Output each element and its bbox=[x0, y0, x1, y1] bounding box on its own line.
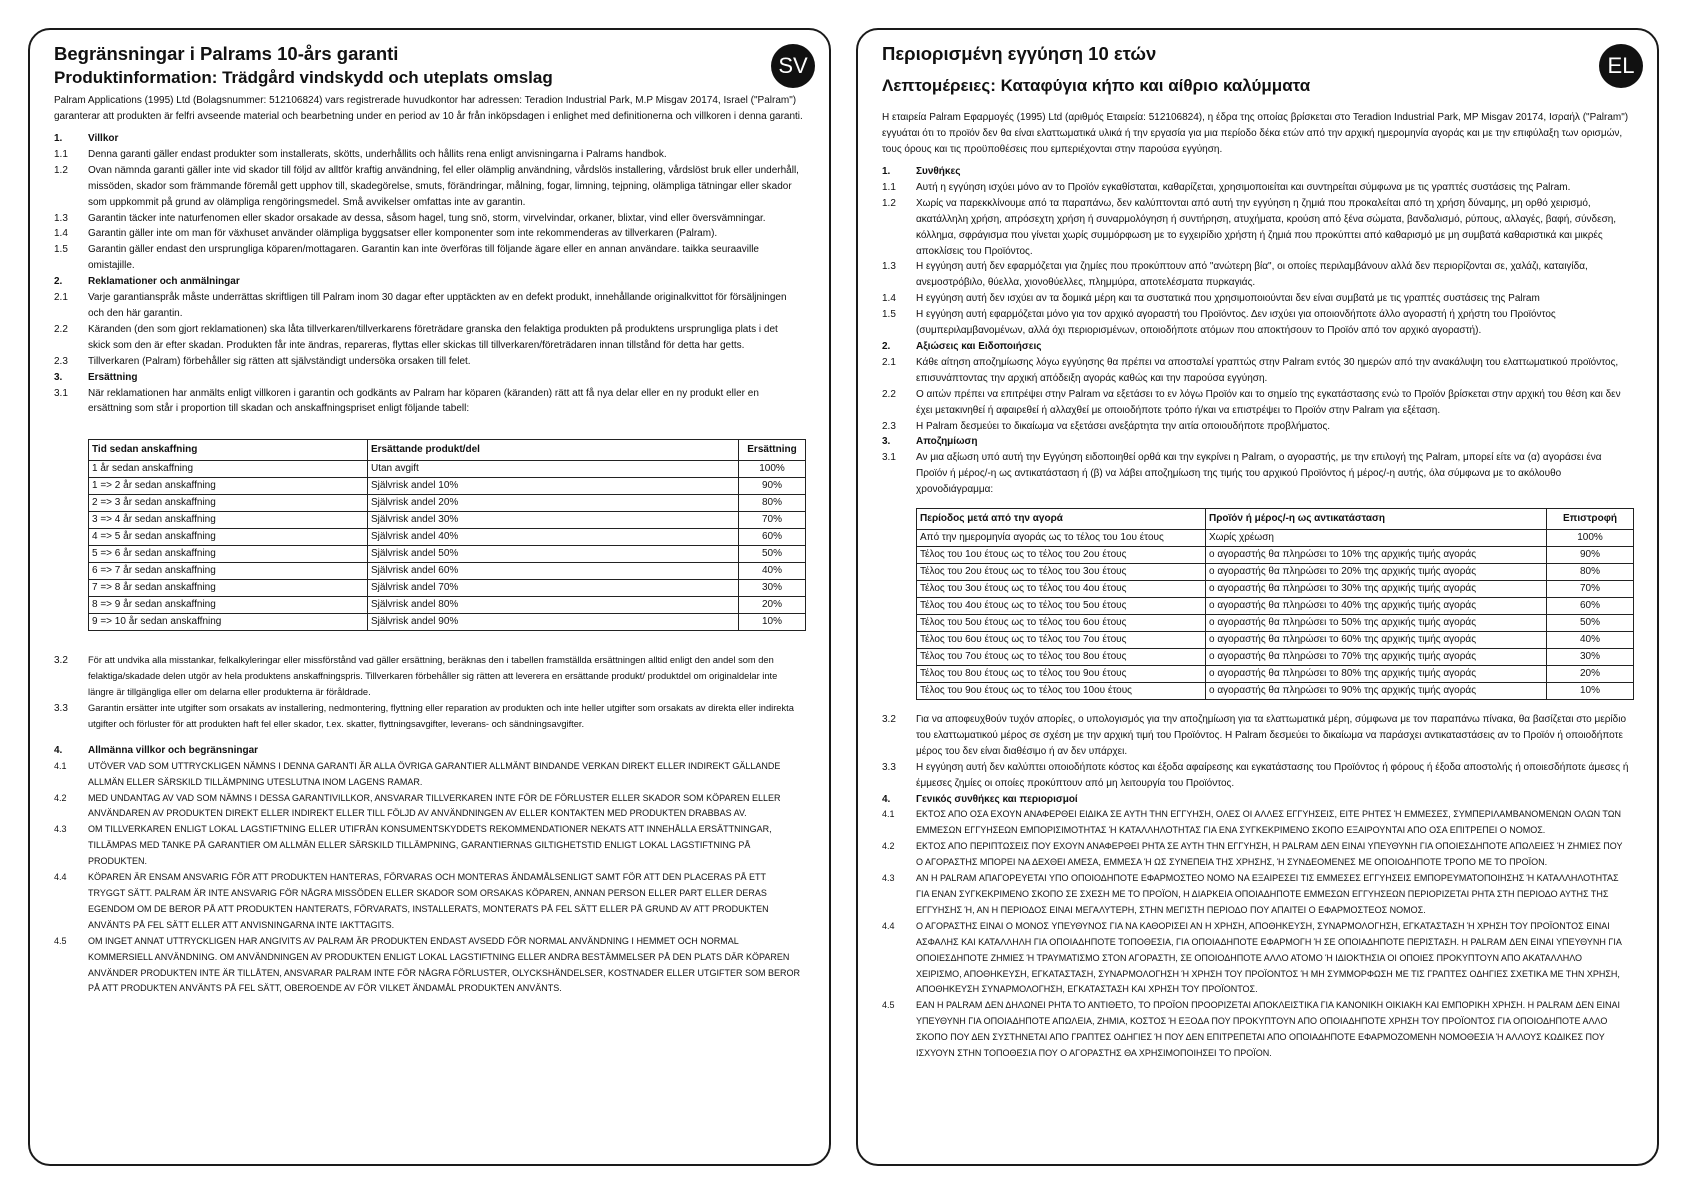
table-row bbox=[89, 461, 806, 478]
page-subtitle: Λεπτομέρειες: Καταφύγια κήπο και αίθριο καλύμματα bbox=[882, 76, 1311, 95]
section-number: 1. bbox=[882, 166, 891, 177]
clause-text: ΕΑΝ Η PALRAM ΔΕΝ ΔΗΛΩΝΕΙ ΡΗΤΑ ΤΟ ΑΝΤΙΘΕΤΟ, ΤΟ ΠΡΟΪΟΝ ΠΡΟΟΡΙΖΕΤΑΙ ΑΠΟΚΛΕΙΣΤΙΚΑ ΓΙΑ ΚΑΝΟΝΙΚΗ ΟΙΚΙΑΚΗ ΚΑΙ ΕΜΠΟΡΙΚΗ ΧΡΗΣΗ. Η PALRAM ΔΕΝ ΕΙΝΑΙ ΥΠΕΥΘΥΝΗ ΓΙΑ ΟΠΟΙΑΔΗΠΟΤΕ ΑΠΩΛΕΙΑ, ΖΗΜΙΑ, ΚΟΣΤΟΣ Ή ΕΞΟΔΑ ΠΟΥ ΠΡΟΚΥΠΤΟΥΝ ΑΠΟ ΟΠΟΙΑΔΗΠΟΤΕ ΧΡΗΣΗ ΤΟΥ ΠΡΟΪΟΝΤΟΣ ΓΙΑ ΟΠΟΙΟΔΗΠΟΤΕ ΑΛΛΟ ΣΚΟΠΟ ΠΟΥ ΔΕΝ ΣΥΣΤΗΝΕΤΑΙ ΑΠΟ ΓΡΑΠΤΕΣ ΟΔΗΓΙΕΣ Ή ΠΟΥ ΔΕΝ ΕΠΙΤΡΕΠΕΤΑΙ ΑΠΟ ΟΠΟΙΑΔΗΠΟΤΕ ΕΦΑΡΜΟΖΟΜΕΝΗ ΝΟΜΟΘΕΣΙΑ Ή ΑΛΛΟΥΣ ΚΩΔΙΚΕΣ ΠΟΥ ΙΣΧΥΟΥΝ ΣΤΗΝ ΤΟΠΟΘΕΣΙΑ ΠΟΥ Ο ΑΓΟΡΑΣΤΗΣ ΘΑ ΧΡΗΣΙΜΟΠΟΙΗΣΕΙ ΤΟ ΠΡΟΪΟΝ. bbox=[916, 1000, 1621, 1059]
language-badge-el: EL bbox=[1599, 44, 1643, 88]
clause-text: Αν μια αξίωση υπό αυτή την Εγγύηση ειδοποιηθεί ορθά και την εγκρίνει η Palram, ο αγοραστής, με την επιλογή της Palram, μπορεί είτε να (α) αγοράσει ένα Προϊόν ή μέρος/-η ως αντικατάσταση ή (β) να λάβει αποζημίωση της τιμής του αρχικού Προϊόντος ή μέρος/-η αυτής, όλα σύμφωνα με το ακόλουθο χρονοδιάγραμμα: bbox=[916, 452, 1602, 496]
table-cell: Självrisk andel 80% bbox=[368, 597, 739, 614]
column-header: Περίοδος μετά από την αγορά bbox=[917, 509, 1206, 530]
clause-text: Για να αποφευχθούν τυχόν απορίες, ο υπολογισμός για την αποζημίωση για τα ελαττωματικά μέρη, σύμφωνα με τον παραπάνω πίνακα, θα βασίζεται στο μερίδιο του ελαττωματικού μέρος σε σχέση με την αρχική τιμή του Προϊόντος. Η Palram δεσμεύει το δικαίωμα να παράσχει αντικαταστάσεις αν το Προϊόν ή οποιοδήποτε μέρος του δεν είναι διαθέσιμο ή αν δεν υπάρχει. bbox=[916, 714, 1626, 757]
table-cell: Από την ημερομηνία αγοράς ως το τέλος του 1ου έτους bbox=[917, 530, 1206, 547]
page-title: Περιορισμένη εγγύηση 10 ετών bbox=[882, 43, 1157, 64]
section-conditions bbox=[54, 131, 805, 274]
section-number: 4. bbox=[882, 793, 891, 805]
section-claims bbox=[54, 274, 805, 369]
section-number: 1. bbox=[54, 133, 63, 144]
table-cell: ο αγοραστής θα πληρώσει το 40% της αρχικής τιμής αγοράς bbox=[1206, 598, 1547, 615]
clause-text: OM INGET ANNAT UTTRYCKLIGEN HAR ANGIVITS AV PALRAM ÄR PRODUKTEN ENDAST AVSEDD FÖR NORMAL ANVÄNDNING I HEMMET OCH NORMAL KOMMERSIELL ANVÄNDNING. OM ANVÄNDNINGEN AV PRODUKTEN ENLIGT LOKAL LAGSTIFTNING ELLER ANDRA BESTÄMMELSER PÅ DEN PLATS DÄR KÖPAREN ANVÄNDER PRODUKTEN INTE ÄR TILLÅTEN, ANSVARAR PALRAM INTE FÖR NÅGRA FÖRLUSTER, OLYCKSHÄNDELSER, KOSTNADER ELLER UTGIFTER SOM BEROR PÅ ATT PRODUKTEN ANVÄNTS PÅ FEL SÄTT, OBEROENDE AV FÖR VILKET ÄNDAMÅL PRODUKTEN ANVÄNTS. bbox=[88, 935, 800, 994]
compensation-table bbox=[916, 508, 1634, 700]
table-cell: 2 => 3 år sedan anskaffning bbox=[89, 495, 368, 512]
clause-number: 4.2 bbox=[54, 792, 67, 803]
percentage-cell: 50% bbox=[1547, 615, 1634, 632]
percentage-cell: 80% bbox=[1547, 564, 1634, 581]
clause-text: Denna garanti gäller endast produkter som installerats, skötts, underhållits och hållits rena enligt anvisningarna i Palrams handbok. bbox=[88, 148, 667, 160]
clause-number: 4.4 bbox=[882, 920, 895, 931]
table-cell: Självrisk andel 40% bbox=[368, 529, 739, 546]
section-number: 3. bbox=[54, 371, 63, 383]
clause-text: Ο ΑΓΟΡΑΣΤΗΣ ΕΙΝΑΙ Ο ΜΟΝΟΣ ΥΠΕΥΘΥΝΟΣ ΓΙΑ ΝΑ ΚΑΘΟΡΙΣΕΙ ΑΝ Η ΧΡΗΣΗ, ΑΠΟΘΗΚΕΥΣΗ, ΣΥΝΑΡΜΟΛΟΓΗΣΗ, ΕΓΚΑΤΑΣΤΑΣΗ Ή ΧΡΗΣΗ ΤΟΥ ΠΡΟΪΟΝΤΟΣ ΕΙΝΑΙ ΑΣΦΑΛΗΣ ΚΑΙ ΚΑΤΑΛΛΗΛΗ ΓΙΑ ΟΠΟΙΑΔΗΠΟΤΕ ΤΟΠΟΘΕΣΙΑ, ΓΙΑ ΟΠΟΙΑΔΗΠΟΤΕ ΕΦΑΡΜΟΓΗ Ή ΣΕ ΟΠΟΙΑΔΗΠΟΤΕ ΠΕΡΙΣΤΑΣΗ. Η PALRAM ΔΕΝ ΕΙΝΑΙ ΥΠΕΥΘΥΝΗ ΓΙΑ ΟΠΟΙΕΣΔΗΠΟΤΕ ΖΗΜΙΕΣ Ή ΤΡΑΥΜΑΤΙΣΜΟ ΣΤΟΝ ΑΓΟΡΑΣΤΗ, ΣΕ ΟΠΟΙΟΔΗΠΟΤΕ ΑΛΛΟ ΑΤΟΜΟ Ή ΙΔΙΟΚΤΗΣΙΑ ΟΙ ΟΠΟΙΕΣ ΠΡΟΚΥΠΤΟΥΝ ΑΠΟ ΑΚΑΤΑΛΛΗΛΟ ΧΕΙΡΙΣΜΟ, ΑΠΟΘΗΚΕΥΣΗ, ΕΓΚΑΤΑΣΤΑΣΗ, ΣΥΝΑΡΜΟΛΟΓΗΣΗ Ή ΧΡΗΣΗ ΤΟΥ ΠΡΟΪΟΝΤΟΣ Ή ΜΗ ΣΥΜΜΟΡΦΩΣΗ ΜΕ ΤΙΣ ΓΡΑΠΤΕΣ ΟΔΗΓΙΕΣ ΣΧΕΤΙΚΑ ΜΕ ΤΗΝ ΧΡΗΣΗ, ΑΠΟΘΗΚΕΥΣΗ ΣΥΝΑΡΜΟΛΟΓΗΣΗ, ΕΓΚΑΤΑΣΤΑΣΗ ΚΑΙ ΧΡΗΣΗ ΤΟΥ ΠΡΟΪΟΝΤΟΣ. bbox=[916, 920, 1622, 995]
clause-text: Tillverkaren (Palram) förbehåller sig rätten att självständigt undersöka orsaken till felet. bbox=[88, 355, 471, 367]
table-cell: Utan avgift bbox=[368, 461, 739, 478]
clause-text: Η εγγύηση αυτή εφαρμόζεται μόνο για τον αρχικό αγοραστή του Προϊόντος. Δεν ισχύει για οποιονδήποτε άλλο αγοραστή ή χρήστη του Προϊόντος (συμπεριλαμβανομένων, αλλά όχι περιορισμένων, οποιοδήποτε ατόμων που αποκτήσουν το Προϊόν από τον αρχικό αγοραστή). bbox=[916, 309, 1556, 337]
clause-text: ΕΚΤΟΣ ΑΠΟ ΟΣΑ ΕΧΟΥΝ ΑΝΑΦΕΡΘΕΙ ΕΙΔΙΚΑ ΣΕ ΑΥΤΗ ΤΗΝ ΕΓΓΥΗΣΗ, ΟΛΕΣ ΟΙ ΑΛΛΕΣ ΕΓΓΥΗΣΕΙΣ, ΕΙΤΕ ΡΗΤΕΣ Ή ΕΜΜΕΣΕΣ, ΣΥΜΠΕΡΙΛΑΜΒΑΝΟΜΕΝΩΝ ΟΛΩΝ ΤΩΝ ΕΜΜΕΣΩΝ ΕΓΓΥΗΣΕΩΝ ΕΜΠΟΡΙΣΙΜΟΤΗΤΑΣ Ή ΚΑΤΑΛΛΗΛΟΤΗΤΑΣ ΓΙΑ ΕΝΑ ΣΥΓΚΕΚΡΙΜΕΝΟ ΣΚΟΠΟ ΕΞΑΙΡΟΥΝΤΑΙ ΑΠΟ ΟΣΑ ΕΠΙΤΡΕΠΕΙ Ο ΝΟΜΟΣ. bbox=[916, 809, 1621, 836]
intro-paragraph: Palram Applications (1995) Ltd (Bolagsnummer: 512106824) vars registrerade huvudkontor har adressen: Teradion Industrial Park, M.P Misgav 20174, Israel ("Palram") garanterar att produkten är felfri avseende material och bearbetning under en period av 10 år från inköpsdagen i enlighet med definitionerna och villkoren i denna garanti. bbox=[54, 95, 803, 122]
table-row bbox=[917, 649, 1634, 666]
table-cell: 4 => 5 år sedan anskaffning bbox=[89, 529, 368, 546]
table-body bbox=[89, 461, 806, 631]
table-cell: 1 => 2 år sedan anskaffning bbox=[89, 478, 368, 495]
table-row bbox=[89, 495, 806, 512]
percentage-cell: 80% bbox=[739, 495, 806, 512]
clause-text: Garantin ersätter inte utgifter som orsakats av installering, nedmontering, flyttning eller reparation av produkten och inte heller utgifter som orsakats av direkta eller indirekta utgifter och förluster för att produkten haft fel eller skador, t.ex. skatter, flyttningsavgifter, leverans- och sändningsavgifter. bbox=[88, 703, 794, 729]
clause-number: 1.4 bbox=[54, 228, 68, 240]
section-claims bbox=[882, 339, 1633, 434]
section-compensation-cont bbox=[54, 653, 805, 733]
table-cell: Τέλος του 1ου έτους ως το τέλος του 2ου έτους bbox=[917, 547, 1206, 564]
percentage-cell: 100% bbox=[739, 461, 806, 478]
percentage-cell: 10% bbox=[739, 614, 806, 631]
column-header: Ersättning bbox=[739, 440, 806, 461]
section-number: 2. bbox=[54, 276, 63, 288]
table-cell: Τέλος του 8ου έτους ως το τέλος του 9ου έτους bbox=[917, 666, 1206, 683]
table-cell: Självrisk andel 10% bbox=[368, 478, 739, 495]
clause-number: 1.2 bbox=[54, 164, 68, 176]
column-header: Επιστροφή bbox=[1547, 509, 1634, 530]
percentage-cell: 20% bbox=[1547, 666, 1634, 683]
table-cell: ο αγοραστής θα πληρώσει το 80% της αρχικής τιμής αγοράς bbox=[1206, 666, 1547, 683]
column-header: Ersättande produkt/del bbox=[368, 440, 739, 461]
section-heading: Συνθήκες bbox=[916, 166, 961, 177]
table-cell: Självrisk andel 90% bbox=[368, 614, 739, 631]
table-row bbox=[89, 478, 806, 495]
table-cell: ο αγοραστής θα πληρώσει το 70% της αρχικής τιμής αγοράς bbox=[1206, 649, 1547, 666]
clause-text: Ovan nämnda garanti gäller inte vid skador till följd av alltför kraftig användning, fel eller olämplig användning, vårdslös installering, vårdslöst bruk eller underhåll, missöden, skador som främmande föremål gett upphov till, skadegörelse, smuts, förändringar, målning, fogar, limning, tejpning, olämpliga tätningar eller skador som uppkommit på grund av olämpliga rengöringsmedel. Små avvikelser omfattas inte av garantin. bbox=[88, 164, 799, 208]
percentage-cell: 70% bbox=[739, 512, 806, 529]
section-heading: Ersättning bbox=[88, 371, 138, 383]
clause-text: MED UNDANTAG AV VAD SOM NÄMNS I DESSA GARANTIVILLKOR, ANSVARAR TILLVERKAREN INTE FÖR DE FÖRLUSTER ELLER SKADOR SOM KÖPAREN ELLER ANVÄNDAREN AV PRODUKTEN DIREKT ELLER INDIREKT ELLER TILL FÖLJD AV ANVÄNDNINGEN AV ELLER KONTAKTEN MED PRODUKTEN DRABBAS AV. bbox=[88, 792, 781, 819]
section-heading: Αξιώσεις και Ειδοποιήσεις bbox=[916, 340, 1042, 352]
section-compensation bbox=[54, 370, 805, 418]
column-header: Tid sedan anskaffning bbox=[89, 440, 368, 461]
clause-number: 2.3 bbox=[882, 420, 896, 432]
table-row bbox=[917, 530, 1634, 547]
percentage-cell: 60% bbox=[1547, 598, 1634, 615]
clause-number: 1.2 bbox=[882, 197, 896, 209]
percentage-cell: 100% bbox=[1547, 530, 1634, 547]
clause-number: 2.1 bbox=[882, 356, 896, 368]
clause-text: Garantin gäller endast den ursprungliga köparen/mottagaren. Garantin kan inte överföras till följande ägare eller en annan användare. taikka seuraaville omistajille. bbox=[88, 244, 759, 272]
clause-number: 4.1 bbox=[54, 760, 67, 771]
clause-number: 4.5 bbox=[882, 1000, 895, 1011]
column-header: Προϊόν ή μέρος/-η ως αντικατάσταση bbox=[1206, 509, 1547, 530]
table-cell: Τέλος του 2ου έτους ως το τέλος του 3ου έτους bbox=[917, 564, 1206, 581]
table-row bbox=[917, 547, 1634, 564]
table-row bbox=[89, 546, 806, 563]
clause-text: Αυτή η εγγύηση ισχύει μόνο αν το Προϊόν εγκαθίσταται, καθαρίζεται, χρησιμοποιείται και συντηρείται σύμφωνα με τις γραπτές συστάσεις της Palram. bbox=[916, 181, 1571, 193]
clause-text: Ο αιτών πρέπει να επιτρέψει στην Palram να εξετάσει το εν λόγω Προϊόν και το σημείο της εγκατάστασης ενώ το Προϊόν βρίσκεται στην αρχική του θέση και δεν έχει μετακινηθεί ή αφαιρεθεί ή αλλαχθεί με οποιοδήποτε τρόπο ή/και να επιστρέψει το Προϊόν στην Palram για εξέταση. bbox=[916, 388, 1621, 416]
table-cell: Självrisk andel 30% bbox=[368, 512, 739, 529]
page-subtitle: Produktinformation: Trädgård vindskydd och uteplats omslag bbox=[54, 68, 553, 87]
section-compensation bbox=[882, 434, 1633, 498]
table-cell: ο αγοραστής θα πληρώσει το 60% της αρχικής τιμής αγοράς bbox=[1206, 632, 1547, 649]
section-heading: Reklamationer och anmälningar bbox=[88, 276, 240, 288]
table-cell: Τέλος του 7ου έτους ως το τέλος του 8ου έτους bbox=[917, 649, 1206, 666]
clause-number: 1.3 bbox=[54, 212, 68, 224]
table-cell: Självrisk andel 70% bbox=[368, 580, 739, 597]
table-cell: Τέλος του 9ου έτους ως το τέλος του 10ου έτους bbox=[917, 683, 1206, 700]
language-badge-sv: SV bbox=[771, 44, 815, 88]
table-header-row bbox=[917, 509, 1634, 530]
clause-number: 4.5 bbox=[54, 935, 67, 946]
table-cell: 1 år sedan anskaffning bbox=[89, 461, 368, 478]
clause-number: 3.3 bbox=[882, 761, 896, 773]
section-heading: Αποζημίωση bbox=[916, 436, 978, 448]
intro-paragraph: Η εταιρεία Palram Εφαρμογές (1995) Ltd (αριθμός Εταιρεία: 512106824), η έδρα της οποίας βρίσκεται στο Teradion Industrial Park, MP Misgav 20174, Ισραήλ ("Palram") εγγυάται ότι το προϊόν δεν θα είναι ελαττωματικά υλικά ή την εργασία για μια περίοδο δέκα ετών από την αρχική ημερομηνία αγοράς και με την επιφύλαξη των ορισμών, τους όρους και τις προϋποθέσεις που εμπεριέχονται στην παρούσα εγγύηση. bbox=[882, 112, 1629, 155]
table-cell: 7 => 8 år sedan anskaffning bbox=[89, 580, 368, 597]
percentage-cell: 60% bbox=[739, 529, 806, 546]
table-row bbox=[917, 683, 1634, 700]
table-cell: Självrisk andel 20% bbox=[368, 495, 739, 512]
clause-number: 1.4 bbox=[882, 293, 896, 305]
clause-text: OM TILLVERKAREN ENLIGT LOKAL LAGSTIFTNING ELLER UTIFRÅN KONSUMENTSKYDDETS REKOMMENDATIONER NEKATS ATT INNEHÅLLA ERSÄTTNINGAR, TILLÄMPAS MED TANKE PÅ GARANTIER OM ALLMÄN ELLER SÄRSKILD TILLÄMPNING, GARANTIERNAS GILTIGHETSTID ENLIGT LOKAL LAGSTIFTNING PÅ PRODUKTEN. bbox=[88, 824, 772, 867]
percentage-cell: 70% bbox=[1547, 581, 1634, 598]
table-row bbox=[917, 666, 1634, 683]
table-cell: 9 => 10 år sedan anskaffning bbox=[89, 614, 368, 631]
clause-text: När reklamationen har anmälts enligt villkoren i garantin och godkänts av Palram har köparen (käranden) rätt att få nya delar eller en ny produkt eller en ersättning som står i proportion till skadan och anskaffningspriset enligt följande tabell: bbox=[88, 387, 759, 415]
table-header-row bbox=[89, 440, 806, 461]
clause-number: 3.3 bbox=[54, 703, 68, 715]
table-row bbox=[917, 615, 1634, 632]
section-conditions bbox=[882, 164, 1633, 339]
compensation-table bbox=[88, 439, 806, 631]
clause-text: Χωρίς να παρεκκλίνουμε από τα παραπάνω, δεν καλύπτονται από αυτή την εγγύηση η ζημιά που προκαλείται από τη χρήση δύναμης, μη ορθό χειρισμό, ακατάλληλη χρήση, απρόσεχτη χρήση ή συναρμολόγηση ή συντήρηση, ατυχήματα, κρούση από ξένα σώματα, βανδαλισμό, ρύπους, αλλαγές, βαφή, σύνδεση, κόλλημα, σφράγισμα που γίνεται χωρίς συμμόρφωση με το εγχειρίδιο χρήστη ή ζημιά που προκύπτει από καθαρισμό με μη συμβατά καθαριστικά και μικρές αποκλίσεις του Προϊόντος. bbox=[916, 197, 1617, 257]
table-cell: Τέλος του 4ου έτους ως το τέλος του 5ου έτους bbox=[917, 598, 1206, 615]
clause-text: KÖPAREN ÄR ENSAM ANSVARIG FÖR ATT PRODUKTEN HANTERAS, FÖRVARAS OCH MONTERAS ÄNDAMÅLSENLIGT SAMT FÖR ATT DEN PLACERAS PÅ ETT TRYGGT SÄTT. PALRAM ÄR INTE ANSVARIG FÖR NÅGRA MISSÖDEN ELLER SKADOR SOM ORSAKAS KÖPAREN, ANNAN PERSON ELLER PART ELLER DERAS EGENDOM OM DE BEROR PÅ ATT PRODUKTEN HANTERATS, FÖRVARATS, INSTALLERATS, MONTERATS PÅ FEL SÄTT ELLER PÅ GRUND AV ATT PRODUKTEN ANVÄNTS PÅ FEL SÄTT ELLER ATT ANVISNINGARNA INTE IAKTTAGITS. bbox=[88, 872, 769, 930]
table-row bbox=[89, 597, 806, 614]
clause-number: 3.1 bbox=[54, 387, 68, 399]
clause-text: Η εγγύηση αυτή δεν ισχύει αν τα δομικά μέρη και τα συστατικά που χρησιμοποιούνται δεν είναι συμβατά με τις γραπτές συστάσεις της Palram bbox=[916, 293, 1540, 305]
percentage-cell: 40% bbox=[1547, 632, 1634, 649]
table-body bbox=[917, 530, 1634, 700]
clause-number: 1.3 bbox=[882, 261, 896, 273]
greek-warranty-panel bbox=[856, 28, 1659, 1166]
clause-number: 4.4 bbox=[54, 872, 67, 883]
table-cell: Självrisk andel 60% bbox=[368, 563, 739, 580]
clause-text: Η Palram δεσμεύει το δικαίωμα να εξετάσει ανεξάρτητα την αιτία οποιουδήποτε προβλήματος. bbox=[916, 420, 1331, 432]
clause-number: 4.1 bbox=[882, 809, 895, 820]
clause-text: Garantin gäller inte om man för växhuset använder olämpliga byggsatser eller komponenter som inte rekommenderas av tillverkaren (Palram). bbox=[88, 228, 718, 240]
clause-number: 4.3 bbox=[882, 873, 895, 884]
clause-number: 1.1 bbox=[54, 148, 68, 160]
clause-text: Varje garantianspråk måste underrättas skriftligen till Palram inom 30 dagar efter upptäckten av en defekt produkt, innehållande originalkvittot för försäljningen och den här garantin. bbox=[88, 292, 787, 319]
percentage-cell: 20% bbox=[739, 597, 806, 614]
table-cell: ο αγοραστής θα πληρώσει το 90% της αρχικής τιμής αγοράς bbox=[1206, 683, 1547, 700]
table-row bbox=[917, 632, 1634, 649]
swedish-warranty-panel bbox=[28, 28, 831, 1166]
table-cell: ο αγοραστής θα πληρώσει το 20% της αρχικής τιμής αγοράς bbox=[1206, 564, 1547, 581]
clause-number: 2.2 bbox=[54, 323, 68, 335]
section-general-terms bbox=[54, 743, 805, 998]
section-compensation-cont bbox=[882, 712, 1633, 792]
clause-text: Κάθε αίτηση αποζημίωσης λόγω εγγύησης θα πρέπει να αποσταλεί γραπτώς στην Palram εντός 30 ημερών από την ανακάλυψη του ελαττωματικού προϊόντος, επισυνάπτοντας την αρχική απόδειξη αγοράς καθώς και την παρούσα εγγύηση. bbox=[916, 356, 1619, 384]
table-cell: ο αγοραστής θα πληρώσει το 10% της αρχικής τιμής αγοράς bbox=[1206, 547, 1547, 564]
section-general-terms bbox=[882, 792, 1633, 1062]
clause-text: För att undvika alla misstankar, felkalkyleringar eller missförstånd vad gäller ersättning, beräknas den i tabellen framställda ersättningen alltid enligt den andel som den felaktiga/skadade delen utgör av hela produktens anskaffningspris. Tillverkaren förbehåller sig rätten att leverera en ersättande produkt/ produktdel om originaldelar inte längre är tillgängliga eller om delarna eller produkterna är föråldrade. bbox=[88, 655, 778, 698]
clause-number: 2.2 bbox=[882, 388, 896, 400]
clause-text: UTÖVER VAD SOM UTTRYCKLIGEN NÄMNS I DENNA GARANTI ÄR ALLA ÖVRIGA GARANTIER ALLMÄNT BINDANDE VERKAN DIREKT ELLER INDIREKT GÄLLANDE ALLMÄN ELLER SÄRSKILD TILLÄMPNING UTESLUTNA INOM LAGENS RAMAR. bbox=[88, 760, 781, 787]
table-row bbox=[89, 580, 806, 597]
table-row bbox=[89, 563, 806, 580]
table-cell: Τέλος του 6ου έτους ως το τέλος του 7ου έτους bbox=[917, 632, 1206, 649]
clause-text: Η εγγύηση αυτή δεν καλύπτει οποιοδήποτε κόστος και έξοδα αφαίρεσης και εγκατάστασης του Προϊόντος ή φόρους ή έξοδα αποστολής ή οποιεσδήποτε άμεσες ή έμμεσες ζημίες οι οποίες προκύπτουν από μη λειτουργία του Προϊόντος. bbox=[916, 761, 1629, 789]
table-cell: 8 => 9 år sedan anskaffning bbox=[89, 597, 368, 614]
clause-number: 1.1 bbox=[882, 181, 896, 193]
clause-number: 4.2 bbox=[882, 841, 895, 852]
clause-text: Garantin täcker inte naturfenomen eller skador orsakade av dessa, såsom hagel, tung snö, storm, virvelvindar, orkaner, blixtar, vind eller översvämningar. bbox=[88, 212, 766, 224]
section-number: 2. bbox=[882, 340, 891, 352]
clause-number: 3.2 bbox=[54, 655, 68, 667]
table-cell: 3 => 4 år sedan anskaffning bbox=[89, 512, 368, 529]
page-title: Begränsningar i Palrams 10-års garanti bbox=[54, 43, 399, 64]
clause-text: Käranden (den som gjort reklamationen) ska låta tillverkaren/tillverkarens företrädare granska den felaktiga produkten på produktens ursprungliga plats i det skick som den är efter skadan. Produkten får inte ändras, repareras, flyttas eller skickas till tillverkaren/företrädaren innan tillstånd för detta har getts. bbox=[88, 323, 778, 351]
clause-number: 2.3 bbox=[54, 355, 68, 367]
percentage-cell: 40% bbox=[739, 563, 806, 580]
percentage-cell: 30% bbox=[739, 580, 806, 597]
percentage-cell: 90% bbox=[1547, 547, 1634, 564]
table-cell: 5 => 6 år sedan anskaffning bbox=[89, 546, 368, 563]
table-cell: Τέλος του 3ου έτους ως το τέλος του 4ου έτους bbox=[917, 581, 1206, 598]
percentage-cell: 50% bbox=[739, 546, 806, 563]
table-cell: ο αγοραστής θα πληρώσει το 50% της αρχικής τιμής αγοράς bbox=[1206, 615, 1547, 632]
section-number: 4. bbox=[54, 744, 63, 756]
table-row bbox=[917, 564, 1634, 581]
section-heading: Γενικός συνθήκες και περιορισμοί bbox=[916, 793, 1078, 805]
table-row bbox=[89, 512, 806, 529]
percentage-cell: 30% bbox=[1547, 649, 1634, 666]
section-number: 3. bbox=[882, 436, 891, 448]
clause-number: 1.5 bbox=[882, 309, 896, 321]
table-row bbox=[917, 581, 1634, 598]
table-row bbox=[89, 614, 806, 631]
table-cell: Τέλος του 5ου έτους ως το τέλος του 6ου έτους bbox=[917, 615, 1206, 632]
table-row bbox=[89, 529, 806, 546]
section-heading: Allmänna villkor och begränsningar bbox=[88, 744, 259, 756]
percentage-cell: 90% bbox=[739, 478, 806, 495]
clause-text: Η εγγύηση αυτή δεν εφαρμόζεται για ζημίες που προκύπτουν από "ανώτερη βία", οι οποίες περιλαμβάνουν αλλά δεν περιορίζονται σε, χαλάζι, καταιγίδα, ανεμοστρόβιλο, θύελλα, χιονοθύελλες, πλημμύρα, αποτελέσματα πυρκαγιάς. bbox=[916, 261, 1588, 289]
percentage-cell: 10% bbox=[1547, 683, 1634, 700]
clause-number: 1.5 bbox=[54, 244, 68, 256]
table-cell: ο αγοραστής θα πληρώσει το 30% της αρχικής τιμής αγοράς bbox=[1206, 581, 1547, 598]
table-row bbox=[917, 598, 1634, 615]
section-heading: Villkor bbox=[88, 133, 119, 144]
table-cell: 6 => 7 år sedan anskaffning bbox=[89, 563, 368, 580]
clause-number: 3.1 bbox=[882, 452, 896, 464]
table-cell: Χωρίς χρέωση bbox=[1206, 530, 1547, 547]
clause-number: 4.3 bbox=[54, 824, 67, 835]
clause-number: 3.2 bbox=[882, 714, 896, 726]
clause-number: 2.1 bbox=[54, 292, 68, 304]
clause-text: ΕΚΤΟΣ ΑΠΟ ΠΕΡΙΠΤΩΣΕΙΣ ΠΟΥ ΕΧΟΥΝ ΑΝΑΦΕΡΘΕΙ ΡΗΤΑ ΣΕ ΑΥΤΗ ΤΗΝ ΕΓΓΥΗΣΗ, Η PALRAM ΔΕΝ ΕΙΝΑΙ ΥΠΕΥΘΥΝΗ ΓΙΑ ΟΠΟΙΕΣΔΗΠΟΤΕ ΑΠΩΛΕΙΕΣ Ή ΖΗΜΙΕΣ ΠΟΥ Ο ΑΓΟΡΑΣΤΗΣ ΜΠΟΡΕΙ ΝΑ ΔΕΧΘΕΙ ΑΜΕΣΑ, ΕΜΜΕΣΑ Ή ΩΣ ΣΥΝΕΠΕΙΑ ΤΗΣ ΧΡΗΣΗΣ, Ή ΣΥΝΔΕΟΜΕΝΕΣ ΜΕ ΟΠΟΙΟΔΗΠΟΤΕ ΤΡΟΠΟ ΜΕ ΤΟ ΠΡΟΪΟΝ. bbox=[916, 841, 1623, 868]
clause-text: ΑΝ Η PALRAM ΑΠΑΓΟΡΕΥΕΤΑΙ ΥΠΟ ΟΠΟΙΟΔΗΠΟΤΕ ΕΦΑΡΜΟΣΤΕΟ ΝΟΜΟ ΝΑ ΕΞΑΙΡΕΣΕΙ ΤΙΣ ΕΜΜΕΣΕΣ ΕΓΓΥΗΣΕΙΣ ΕΜΠΟΡΕΥΜΑΤΟΠΟΙΗΣΗΣ Ή ΚΑΤΑΛΛΗΛΟΤΗΤΑΣ ΓΙΑ ΕΝΑΝ ΣΥΓΚΕΚΡΙΜΕΝΟ ΣΚΟΠΟ ΣΕ ΣΧΕΣΗ ΜΕ ΤΟ ΠΡΟΪΟΝ, Η ΔΙΑΡΚΕΙΑ ΟΠΟΙΑΔΗΠΟΤΕ ΕΜΜΕΣΩΝ ΕΓΓΥΗΣΕΩΝ ΠΕΡΙΟΡΙΖΕΤΑΙ ΡΗΤΑ ΣΤΗ ΠΕΡΙΟΔΟ ΑΥΤΗΣ ΤΗΣ ΕΓΓΥΗΣΗΣ Ή, ΑΝ Η ΠΕΡΙΟΔΟΣ ΕΙΝΑΙ ΜΕΓΑΛΥΤΕΡΗ, ΣΤΗΝ ΜΕΓΙΣΤΗ ΠΕΡΙΟΔΟ ΠΟΥ ΑΠΑΙΤΕΙ Ο ΕΦΑΡΜΟΣΤΕΟΣ ΝΟΜΟΣ. bbox=[916, 873, 1619, 915]
table-cell: Självrisk andel 50% bbox=[368, 546, 739, 563]
